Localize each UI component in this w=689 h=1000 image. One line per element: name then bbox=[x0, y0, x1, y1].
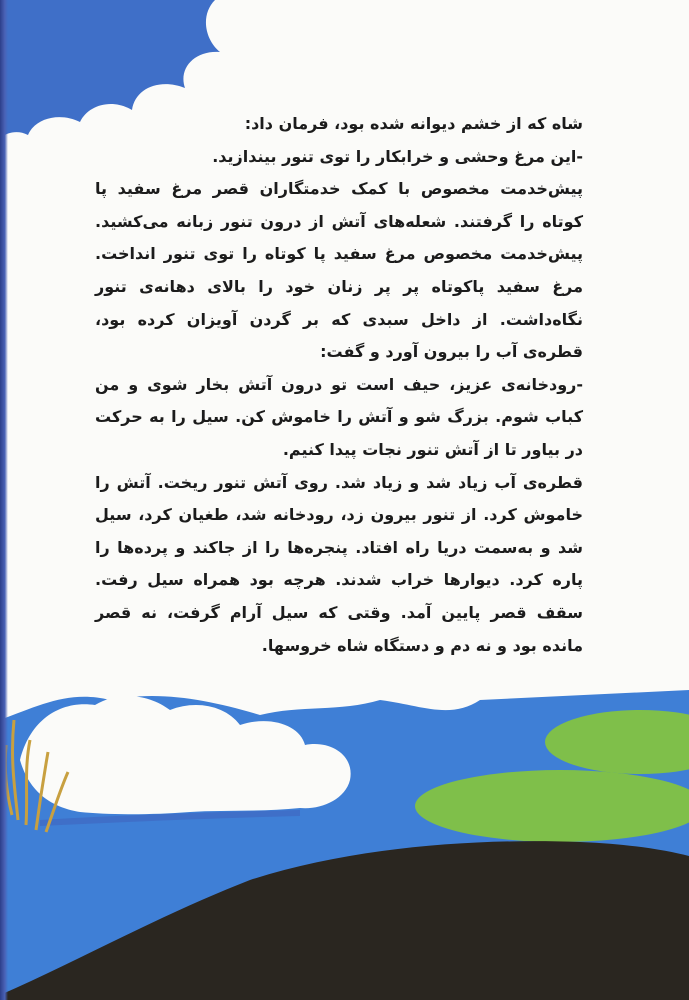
book-spine bbox=[0, 0, 8, 1000]
paragraph-4: -رودخانه‌ی عزیز، حیف است تو درون آتش بخار شوی و من کباب شوم. بزرگ شو و آتش را خاموش کن. سیل را به حرکت در بیاور تا از آتش تنور نجات پیدا کنیم. bbox=[95, 374, 583, 459]
paragraph-5: قطره‌ی آب زیاد شد و زیاد شد. روی آتش تنور ریخت. آتش را خاموش کرد. از تنور بیرون زد، رودخانه شد، طغیان کرد، سیل شد و به‌سمت دریا راه افتاد. پنجره‌ها را از جاکند و پرده‌ها را پاره کرد. دیوارها خراب شدند. هرچه بود همراه سیل رفت. سقف قصر پایین آمد. وقتی که سیل آرام گرفت، نه قصر مانده بود و نه دم و دستگاه شاه خروسها. bbox=[95, 472, 583, 655]
story-text bbox=[95, 108, 583, 662]
paragraph-3: پیش‌خدمت مخصوص با کمک خدمتگاران قصر مرغ سفید پا کوتاه را گرفتند. شعله‌های آتش از درون تنور زبانه می‌کشید. پیش‌خدمت مخصوص مرغ سفید پا کوتاه را توی تنور انداخت. مرغ سفید پاکوتاه پر پر زنان خود را بالای دهانه‌ی تنور نگاه‌داشت. از داخل سبدی که بر گردن آویزان کرده بود، قطره‌ی آب را بیرون آورد و گفت: bbox=[95, 179, 583, 362]
paragraph-2: -این مرغ وحشی و خرابکار را توی تنور بیندازید. bbox=[212, 146, 583, 166]
paragraph-1: شاه که از خشم دیوانه شده بود، فرمان داد: bbox=[244, 114, 583, 133]
